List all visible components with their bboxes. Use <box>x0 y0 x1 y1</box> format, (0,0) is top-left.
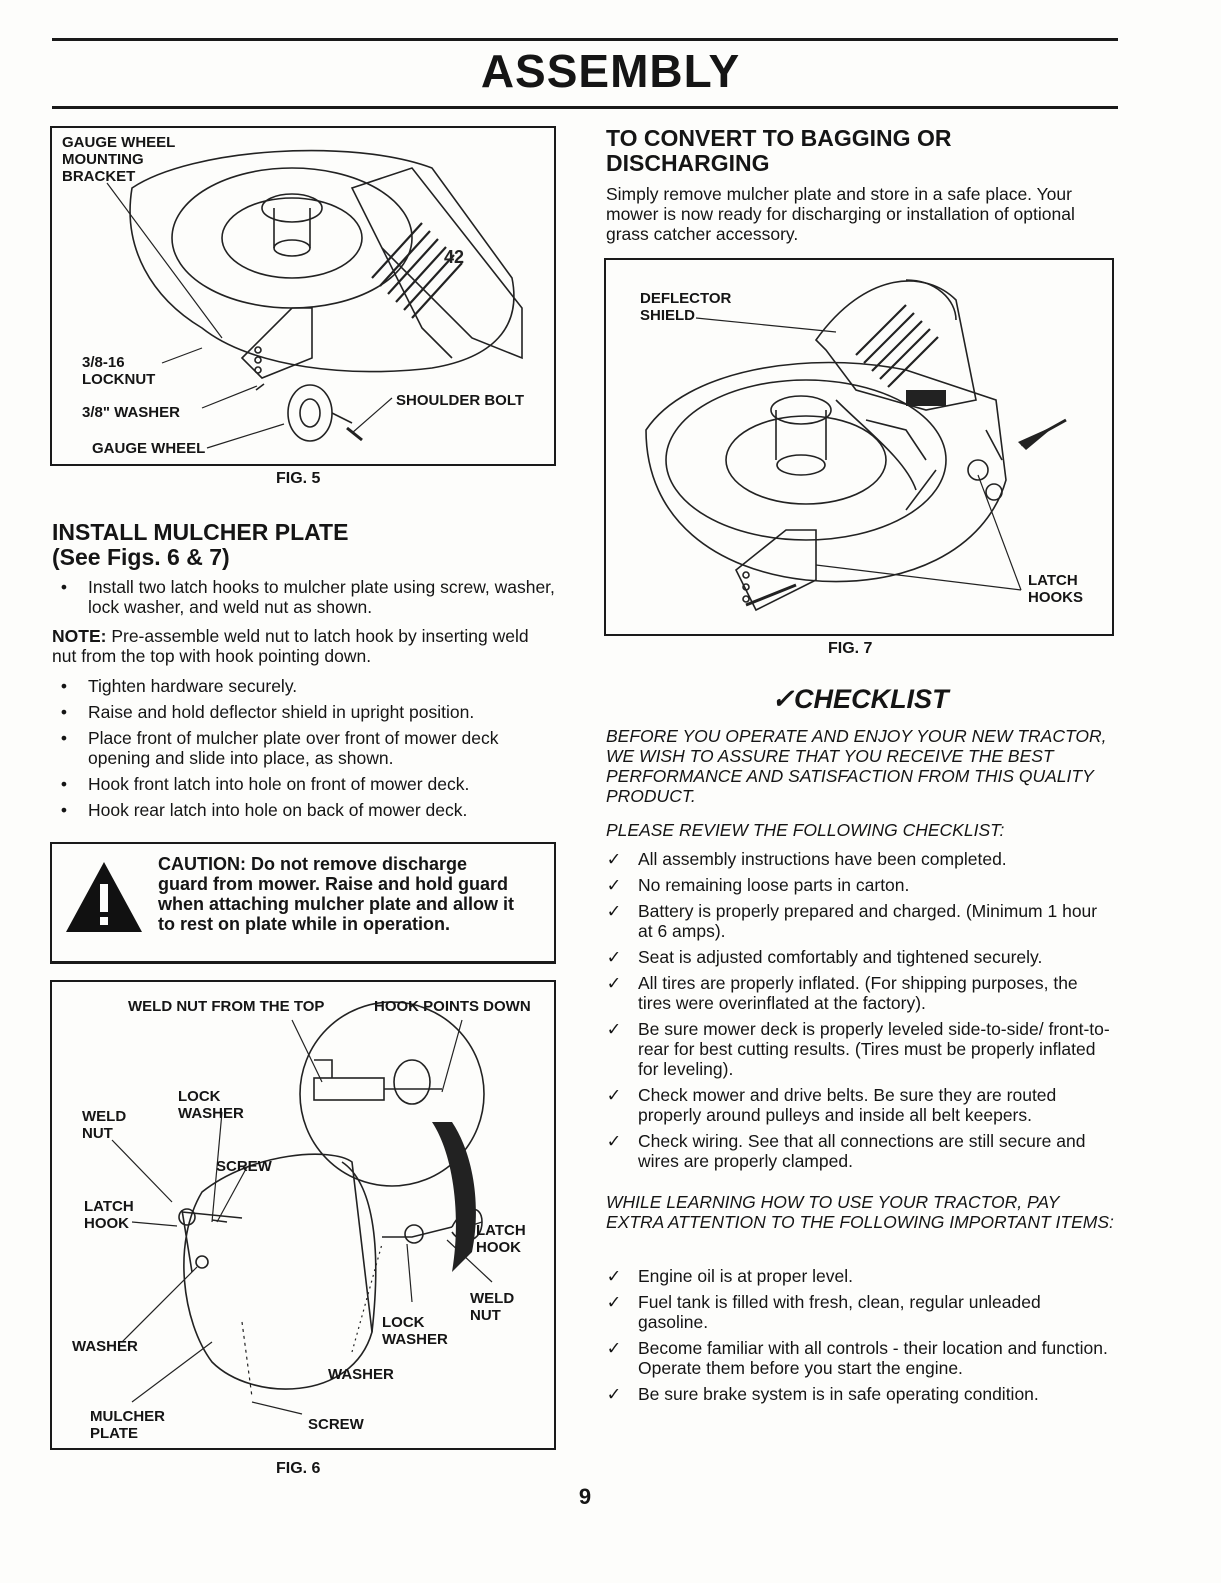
label-washer: 3/8" WASHER <box>82 404 180 421</box>
label-shoulder-bolt: SHOULDER BOLT <box>396 392 525 409</box>
checklist-item: ✓ Seat is adjusted comfortably and tightened securely. <box>606 947 1043 967</box>
label-weld-nut-a: WELD NUT <box>82 1108 127 1142</box>
checklist-item: ✓ Be sure brake system is in safe operating condition. <box>606 1384 1039 1404</box>
warning-triangle-icon <box>64 858 144 938</box>
checklist-item: ✓ Check wiring. See that all connections are still secure and wires are properly clamped. <box>606 1131 1086 1171</box>
label-washer-a: WASHER <box>72 1338 138 1355</box>
label-washer-b: WASHER <box>328 1366 394 1383</box>
label-latch-hook-a: LATCH HOOK <box>84 1198 134 1232</box>
checklist-item: ✓ All assembly instructions have been completed. <box>606 849 1007 869</box>
page-title: ASSEMBLY <box>480 45 741 97</box>
label-gauge-wheel: GAUGE WHEEL <box>92 440 206 457</box>
checklist-intro: BEFORE YOU OPERATE AND ENJOY YOUR NEW TRACTOR, WE WISH TO ASSURE THAT YOU RECEIVE THE BEST PERFORMANCE AND SATISFACTION FROM THIS QUALITY PRODUCT. <box>606 726 1107 806</box>
checklist-item: ✓ Check mower and drive belts. Be sure they are routed properly around pulleys and inside all belt keepers. <box>606 1085 1057 1125</box>
label-screw-b: SCREW <box>308 1416 364 1433</box>
fig5-caption: FIG. 5 <box>276 470 321 487</box>
list-item: • Place front of mulcher plate over front of mower deck opening and slide into place, as shown. <box>60 728 499 768</box>
checklist-items <box>604 849 1114 1177</box>
label-hook-points-down: HOOK POINTS DOWN <box>374 998 531 1015</box>
checklist-item: ✓ Become familiar with all controls - their location and function. Operate them before you start the engine. <box>606 1338 1108 1378</box>
label-gauge-wheel-mounting-bracket: GAUGE WHEEL MOUNTING BRACKET <box>62 134 176 185</box>
checklist-item: ✓ Battery is properly prepared and charged. (Minimum 1 hour at 6 amps). <box>606 901 1098 941</box>
label-lock-washer-a: LOCK WASHER <box>178 1088 244 1122</box>
label-latch-hooks: LATCH HOOKS <box>1028 572 1084 606</box>
fig6-caption: FIG. 6 <box>276 1460 321 1477</box>
checklist-items-2 <box>604 1266 1114 1410</box>
install-steps-a <box>54 577 556 623</box>
caution-text: CAUTION: Do not remove discharge guard from mower. Raise and hold guard when attaching mulcher plate and allow it to rest on plate while in operation. <box>158 854 515 934</box>
label-screw-a: SCREW <box>216 1158 272 1175</box>
fig6-illustration <box>50 980 556 1450</box>
checklist-item: ✓ All tires are properly inflated. (For shipping purposes, the tires were overinflated at the factory). <box>606 973 1078 1013</box>
checklist-item: ✓ Fuel tank is filled with fresh, clean, regular unleaded gasoline. <box>606 1292 1041 1332</box>
label-lock-washer-b: LOCK WASHER <box>382 1314 448 1348</box>
list-item: • Install two latch hooks to mulcher plate using screw, washer, lock washer, and weld nut as shown. <box>60 577 555 617</box>
fig7-illustration <box>604 258 1114 636</box>
list-item: • Raise and hold deflector shield in upright position. <box>60 702 475 722</box>
label-deflector-shield: DEFLECTOR SHIELD <box>640 290 732 324</box>
label-mulcher-plate: MULCHER PLATE <box>90 1408 165 1442</box>
label-locknut: 3/8-16 LOCKNUT <box>82 354 156 388</box>
label-weld-nut-b: WELD NUT <box>470 1290 515 1324</box>
caution-box <box>50 842 556 964</box>
top-rule <box>52 38 1118 41</box>
list-item: • Hook front latch into hole on front of mower deck. <box>60 774 470 794</box>
fig5-illustration <box>50 126 556 466</box>
convert-text: Simply remove mulcher plate and store in a safe place. Your mower is now ready for discharging or installation of optional grass catcher accessory. <box>606 184 1075 244</box>
fig7-caption: FIG. 7 <box>828 640 873 657</box>
install-steps-b <box>54 676 556 826</box>
deck-number-text: 42 <box>444 247 465 267</box>
checklist-item: ✓ Engine oil is at proper level. <box>606 1266 853 1286</box>
page-number: 9 <box>578 1484 592 1509</box>
label-weld-nut-from-top: WELD NUT FROM THE TOP <box>128 998 325 1015</box>
checklist-item: ✓ Be sure mower deck is properly leveled side-to-side/ front-to-rear for best cutting results. (Tires must be properly inflated for leveling). <box>606 1019 1110 1079</box>
checklist-while: WHILE LEARNING HOW TO USE YOUR TRACTOR, PAY EXTRA ATTENTION TO THE FOLLOWING IMPORTANT ITEMS: <box>606 1192 1114 1232</box>
install-note: NOTE: Pre-assemble weld nut to latch hook by inserting weld nut from the top with hook pointing down. <box>52 626 529 666</box>
checklist-review: PLEASE REVIEW THE FOLLOWING CHECKLIST: <box>606 820 1005 840</box>
label-latch-hook-b: LATCH HOOK <box>476 1222 526 1256</box>
checklist-title: ✓CHECKLIST <box>771 684 949 714</box>
checklist-item: ✓ No remaining loose parts in carton. <box>606 875 910 895</box>
list-item: • Tighten hardware securely. <box>60 676 298 696</box>
title-rule <box>52 106 1118 109</box>
convert-heading: TO CONVERT TO BAGGING OR DISCHARGING <box>606 125 952 176</box>
list-item: • Hook rear latch into hole on back of mower deck. <box>60 800 468 820</box>
install-heading: INSTALL MULCHER PLATE (See Figs. 6 & 7) <box>52 519 349 570</box>
